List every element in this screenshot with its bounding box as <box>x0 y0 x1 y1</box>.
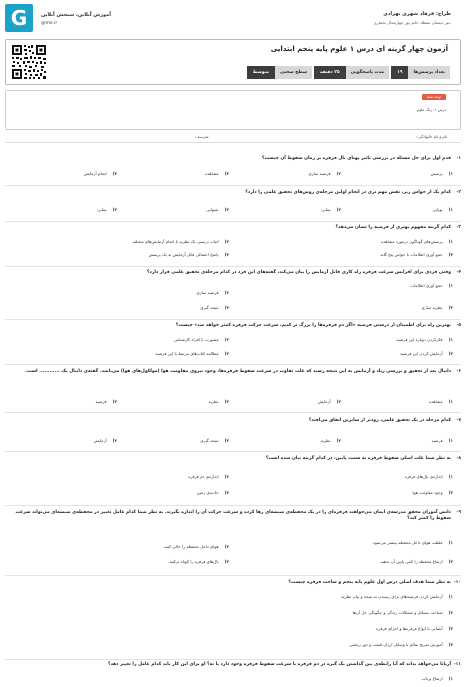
option-3[interactable] <box>205 171 229 176</box>
question-number: ۷- <box>456 418 461 423</box>
option-number: ۱) <box>448 676 453 681</box>
question-number: ۶- <box>456 369 461 374</box>
question-item <box>5 156 461 186</box>
option-number: ۳) <box>224 171 229 176</box>
chip-label: مدت پاسخگویی <box>346 66 389 79</box>
option-number: ۲) <box>224 239 229 244</box>
chip-duration <box>314 66 389 79</box>
option-number: ۳) <box>448 252 453 257</box>
option-text: آزمایش کردن فرضیه‌های برای رسیدن به نتیجه و بیان نظریه <box>341 594 443 599</box>
question-item <box>5 662 461 686</box>
option-text: فرضیه سازی <box>196 290 219 295</box>
option-text: جمع آوری اطلاعات <box>410 283 443 288</box>
option-number: ۴) <box>224 305 229 310</box>
option-text: مطالعه کتاب‌های مرتبط با این فرضیه <box>155 351 219 356</box>
question-number: ۵- <box>456 323 461 328</box>
option-2[interactable] <box>308 171 341 176</box>
option-4[interactable] <box>155 351 229 356</box>
option-2[interactable] <box>188 474 229 479</box>
option-number: ۱) <box>448 540 453 545</box>
option-text: نظریه سازی <box>421 305 443 310</box>
option-text: مشورت با افراد کارشناس <box>174 337 219 342</box>
option-number: ۳) <box>448 305 453 310</box>
option-3[interactable] <box>379 559 453 564</box>
option-text: فکرکردن دوباره این فرضیه <box>396 337 443 342</box>
option-number: ۱) <box>448 594 453 599</box>
option-text: بینایی <box>321 207 331 212</box>
option-3[interactable] <box>206 207 229 212</box>
page-header <box>5 4 461 40</box>
option-number: ۲) <box>336 171 341 176</box>
exam-title: آزمون چهار گزینه ای درس ۱ علوم پایه پنجم ابتدایی <box>270 45 448 53</box>
question-text: کدام مرحله در یک تحقیق علمی، زودتر از سایرین اتفاق می‌افتد؟ <box>308 418 451 423</box>
question-item <box>5 580 461 660</box>
notes-tag: توجه شما <box>422 94 446 100</box>
chip-difficulty <box>247 66 312 79</box>
site-name: آموزش آنلاین، سنجش آنلاین <box>41 12 112 18</box>
option-number: ۲) <box>224 337 229 342</box>
notes-box <box>5 90 461 130</box>
option-number: ۲) <box>336 399 341 404</box>
question-item <box>5 190 461 222</box>
option-4[interactable] <box>149 252 229 257</box>
option-4[interactable] <box>84 171 117 176</box>
option-1[interactable] <box>381 239 453 244</box>
question-text: وقتی فردی برای افزایش سرعت فرفره راه کاری قابل آزمایش را بیان می‌کند، گفته‌های این فرد در کدام مرحله‌ی تحقیق علمی قرار دارد؟ <box>146 270 451 275</box>
option-number: ۱) <box>448 207 453 212</box>
option-text: بویایی <box>432 207 443 212</box>
author-name: طراح: فرهاد شهری بهزادی <box>383 11 451 17</box>
option-1[interactable] <box>422 676 453 681</box>
notes-text: درس ۱: زنگ علوم <box>416 107 446 112</box>
question-number: ۲- <box>456 190 461 195</box>
question-text: کدام گزینه مفهوم بهتری از فرضیه را نشان می‌دهد؟ <box>335 225 451 230</box>
question-text: قدم اول برای حل مسئله در بررسی تاثیر پهنای بال فرفره بر زمان سقوط آن چیست؟ <box>261 156 451 161</box>
chip-value: ۱۹ <box>391 66 408 79</box>
option-2[interactable] <box>321 207 341 212</box>
option-1[interactable] <box>432 207 453 212</box>
option-number: ۴) <box>224 351 229 356</box>
option-2[interactable] <box>163 544 229 549</box>
option-number: ۴) <box>112 399 117 404</box>
question-number: ۱۱- <box>453 662 461 667</box>
option-number: ۱) <box>448 438 453 443</box>
question-item <box>5 225 461 267</box>
option-3[interactable] <box>380 252 453 257</box>
option-text: آزمایش <box>93 438 107 443</box>
chip-question-count <box>391 66 450 79</box>
option-text: وجود مقاومت هوا <box>412 490 443 495</box>
option-2[interactable] <box>318 399 341 404</box>
option-number: ۲) <box>224 290 229 295</box>
option-text: نتیجه گیری <box>200 305 219 310</box>
chip-value: ۲۵ دقیقه <box>314 66 346 79</box>
option-2[interactable] <box>174 337 229 342</box>
option-text: شناخت مسائل و مشکلات زندگی و چگونگی حل آن‌ها <box>352 610 443 615</box>
option-text: نظریه <box>320 438 331 443</box>
question-number: ۱- <box>456 156 461 161</box>
option-text: اثبات درستی یک نظریه یا انجام آزمایش‌های مختلف <box>131 239 219 244</box>
option-text: غلظت هوای داخل محفظه بیشتر می‌شود. <box>371 540 443 545</box>
question-number: ۴- <box>456 270 461 275</box>
option-4[interactable] <box>96 399 118 404</box>
student-name-label: نام و نام خانوادگی : <box>415 134 447 139</box>
option-1[interactable] <box>372 540 453 545</box>
option-3[interactable] <box>200 438 229 443</box>
option-text: ارتفاع محفظه را کمی پایین آن بدهند. <box>379 559 443 564</box>
option-3[interactable] <box>400 351 453 356</box>
option-text: نظریه <box>208 399 219 404</box>
option-3[interactable] <box>376 626 453 631</box>
option-4[interactable] <box>168 559 229 564</box>
option-1[interactable] <box>396 337 453 342</box>
option-number: ۴) <box>224 490 229 495</box>
question-text: دانیال بعد از تحقیق و بررسی زیاد و آزمایش به این نتیجه رسید که علت تفاوت در سرعت سقوط فرفره‌ها، وجود نیروی مقاومت هوا (مولکول‌های هوا) می‌باشد. گفته‌ی دانیال یک ............ است. <box>25 369 451 374</box>
question-text: به نظر شما هدف اصلی درس اول علوم پایه پنجم و ساخت فرفره چیست؟ <box>288 580 451 585</box>
option-number: ۲) <box>336 438 341 443</box>
option-text: پرسش <box>430 171 443 176</box>
question-item <box>5 369 461 413</box>
option-1[interactable] <box>341 594 453 599</box>
option-number: ۲) <box>336 207 341 212</box>
option-4[interactable] <box>200 305 229 310</box>
option-1[interactable] <box>410 283 453 288</box>
question-text: بهترین راه برای اطمینان از درستی فرضیه «اگر دم فرفره‌ها را بزرگ تر کنیم، سرعت حرکت فرفره کمتر خواهد شد» چیست؟ <box>175 323 451 328</box>
option-text: جمع آوری اطلاعات با حواس پنج گانه <box>380 252 443 257</box>
option-number: ۴) <box>448 642 453 647</box>
option-1[interactable] <box>431 171 453 176</box>
option-text: آزمایش کردن این فرضیه <box>400 351 443 356</box>
option-number: ۴) <box>224 559 229 564</box>
option-4[interactable] <box>349 642 453 647</box>
option-text: مشاهده <box>429 399 443 404</box>
option-text: آزمایش <box>317 399 331 404</box>
option-1[interactable] <box>405 474 453 479</box>
site-logo[interactable] <box>5 4 35 36</box>
question-number: ۳- <box>456 225 461 230</box>
option-number: ۳) <box>224 207 229 212</box>
option-number: ۴) <box>224 252 229 257</box>
option-number: ۴) <box>112 207 117 212</box>
option-1[interactable] <box>429 399 453 404</box>
option-3[interactable] <box>421 305 453 310</box>
option-3[interactable] <box>412 490 453 495</box>
option-text: اندازه‌ی بال‌های فرفره <box>404 474 443 479</box>
option-2[interactable] <box>132 239 229 244</box>
option-4[interactable] <box>97 207 117 212</box>
chip-label: سطح سختی <box>275 66 312 79</box>
author-description: دبیر دبستان مقطاد خانم پور چهارمحال بختیاری <box>373 20 451 25</box>
option-4[interactable] <box>197 490 229 495</box>
question-item <box>5 456 461 506</box>
question-number: ۸- <box>456 456 461 461</box>
question-item <box>5 418 461 452</box>
question-number: ۱۰- <box>453 580 461 585</box>
option-text: پاسخ احتمالی قابل آزمایش به یک پرسش <box>148 252 219 257</box>
option-text: انجام آزمایش <box>83 171 107 176</box>
option-number: ۱) <box>448 399 453 404</box>
option-number: ۲) <box>224 474 229 479</box>
question-text: به نظر شما علت اصلی سقوط فرفره به سمت پایین، در کدام گزینه بیان شده است؟ <box>265 456 451 461</box>
student-info-row <box>5 132 461 143</box>
option-number: ۱) <box>448 283 453 288</box>
option-text: آشنایی با انواع فرفره‌ها و اجزای فرفره <box>376 626 443 631</box>
option-number: ۲) <box>448 610 453 615</box>
exam-info-box <box>5 39 461 85</box>
option-text: ارتفاع پرتاب <box>421 676 443 681</box>
option-number: ۱) <box>448 474 453 479</box>
option-text: فرضیه <box>95 399 107 404</box>
option-text: فرضیه سازی <box>308 171 331 176</box>
question-number: ۹- <box>456 510 461 515</box>
question-text: دانش آموزان محقق مدرسه‌ی ایمان می‌خواهند فرفره‌ای را در یک محفظه‌ی شیشه‌ای رها کرده و سرعت حرکت آن را اندازه بگیرند. به نظر شما کدام عامل تغییر در محفظه‌ی شیشه‌ای می‌تواند سرعت سقوط را کمتر کند؟ <box>15 510 451 521</box>
option-text: پرسش‌های گوناگون درمورد مشاهده <box>381 239 443 244</box>
option-text: جاذبه‌ی زمین <box>196 490 219 495</box>
option-text: بال‌های فرفره را کوتاه ترکنند. <box>167 559 219 564</box>
site-url[interactable]: @me.ir <box>41 21 58 26</box>
school-label: مدرسه : <box>195 134 209 139</box>
option-3[interactable] <box>209 399 229 404</box>
option-text: بینایی <box>97 207 107 212</box>
option-number: ۲) <box>224 544 229 549</box>
option-number: ۱) <box>448 337 453 342</box>
option-text: مشاهده <box>205 171 219 176</box>
option-4[interactable] <box>94 438 117 443</box>
option-number: ۳) <box>224 399 229 404</box>
option-number: ۳) <box>224 438 229 443</box>
option-number: ۴) <box>112 438 117 443</box>
question-item <box>5 270 461 320</box>
option-number: ۱) <box>448 171 453 176</box>
option-text: فرضیه <box>431 438 443 443</box>
question-item <box>5 323 461 365</box>
chip-label: تعداد پرسش‌ها <box>408 66 450 79</box>
question-text: آریانا می‌خواهد بداند که آیا رابطه‌ی بین گذاشتن یک گیره در دم فرفره با سرعت سقوط فرفره وجود دارد یا نه؟ او برای این کار باید کدام عامل را تغییر دهد؟ <box>107 662 451 667</box>
question-item <box>5 510 461 576</box>
chip-value: متوسط <box>247 66 275 79</box>
exam-meta-chips <box>247 66 450 79</box>
option-2[interactable] <box>196 290 229 295</box>
logo-icon: G <box>5 4 33 32</box>
option-text: اندازه‌ی دم فرفره <box>188 474 219 479</box>
option-number: ۱) <box>448 239 453 244</box>
option-number: ۳) <box>448 490 453 495</box>
option-text: شنوایی <box>206 207 219 212</box>
option-number: ۴) <box>112 171 117 176</box>
option-text: هوای داخل محفظه را خالی کنند. <box>163 544 219 549</box>
option-number: ۳) <box>448 351 453 356</box>
option-number: ۳) <box>448 626 453 631</box>
option-1[interactable] <box>432 438 454 443</box>
option-text: نتیجه گیری <box>200 438 219 443</box>
option-text: آموزش تفریح سالم با وسایل ارزان قیمت و دور ریختنی <box>349 642 443 647</box>
option-2[interactable] <box>353 610 453 615</box>
option-number: ۳) <box>448 559 453 564</box>
option-2[interactable] <box>321 438 341 443</box>
question-text: کدام یک از حواس زیر، نقش مهم تری در انجام اولین مرحله‌ی روش‌های تحقیق علمی را دارد؟ <box>245 190 451 195</box>
qr-code-icon <box>11 44 47 80</box>
